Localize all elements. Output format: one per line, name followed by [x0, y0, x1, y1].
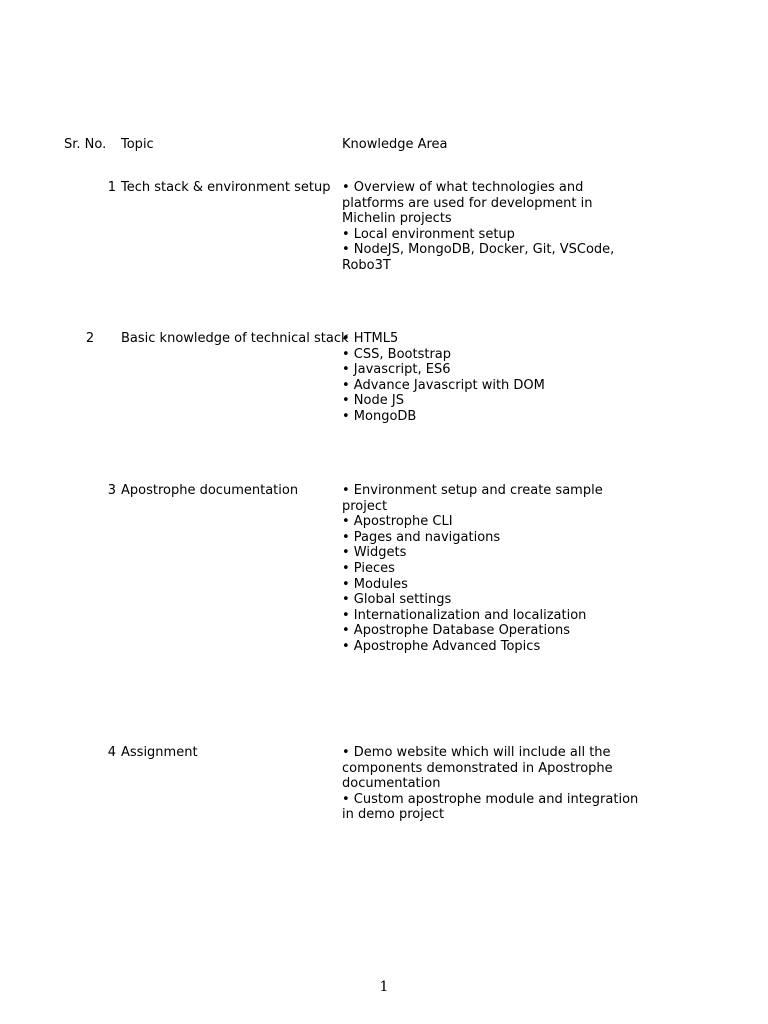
knowledge-line: • Node JS	[342, 393, 404, 409]
knowledge-line: Michelin projects	[342, 211, 452, 227]
row-4-topic: Assignment	[121, 745, 198, 760]
row-4-sr-no: 4	[107, 745, 116, 760]
knowledge-line: • CSS, Bootstrap	[342, 346, 452, 362]
knowledge-line: • Environment setup and create sample	[342, 483, 603, 498]
knowledge-line: documentation	[342, 776, 441, 792]
header-sr-no: Sr. No.	[64, 137, 107, 152]
knowledge-line: project	[342, 498, 388, 514]
row-1-sr-no: 1	[107, 180, 116, 195]
knowledge-line: Robo3T	[342, 257, 391, 273]
knowledge-line: • Custom apostrophe module and integration	[342, 791, 639, 807]
knowledge-line: • Apostrophe Advanced Topics	[342, 638, 541, 654]
knowledge-line: • Apostrophe Database Operations	[342, 623, 571, 639]
row-2-knowledge-area	[342, 331, 632, 425]
header-knowledge-area: Knowledge Area	[342, 137, 448, 152]
knowledge-line: • Apostrophe CLI	[342, 514, 453, 530]
row-3-topic: Apostrophe documentation	[121, 483, 299, 498]
row-1-topic: Tech stack & environment setup	[121, 180, 331, 195]
knowledge-line: • Pieces	[342, 560, 395, 576]
knowledge-line: components demonstrated in Apostrophe	[342, 760, 613, 776]
row-1-knowledge-area	[342, 180, 632, 274]
knowledge-line: • HTML5	[342, 331, 399, 346]
knowledge-line: • Widgets	[342, 545, 407, 561]
row-3-knowledge-area	[342, 483, 632, 655]
row-4-knowledge-area	[342, 745, 639, 823]
row-2-topic: Basic knowledge of technical stack	[121, 331, 349, 346]
knowledge-line: • MongoDB	[342, 408, 417, 424]
knowledge-line: • Internationalization and localization	[342, 607, 587, 623]
knowledge-line: in demo project	[342, 807, 445, 823]
knowledge-line: • Modules	[342, 576, 408, 592]
knowledge-line: • Global settings	[342, 592, 452, 608]
row-2-sr-no: 2	[85, 331, 95, 346]
header-topic: Topic	[121, 137, 154, 152]
knowledge-line: • Demo website which will include all the	[342, 745, 611, 760]
page-number: 1	[379, 979, 389, 995]
knowledge-line: • Advance Javascript with DOM	[342, 377, 545, 393]
knowledge-line: • Overview of what technologies and	[342, 180, 584, 195]
knowledge-line: • Local environment setup	[342, 226, 515, 242]
knowledge-line: • Javascript, ES6	[342, 362, 451, 378]
knowledge-line: • NodeJS, MongoDB, Docker, Git, VSCode,	[342, 242, 615, 258]
knowledge-line: platforms are used for development in	[342, 195, 593, 211]
row-3-sr-no: 3	[107, 483, 116, 498]
knowledge-line: • Pages and navigations	[342, 529, 501, 545]
